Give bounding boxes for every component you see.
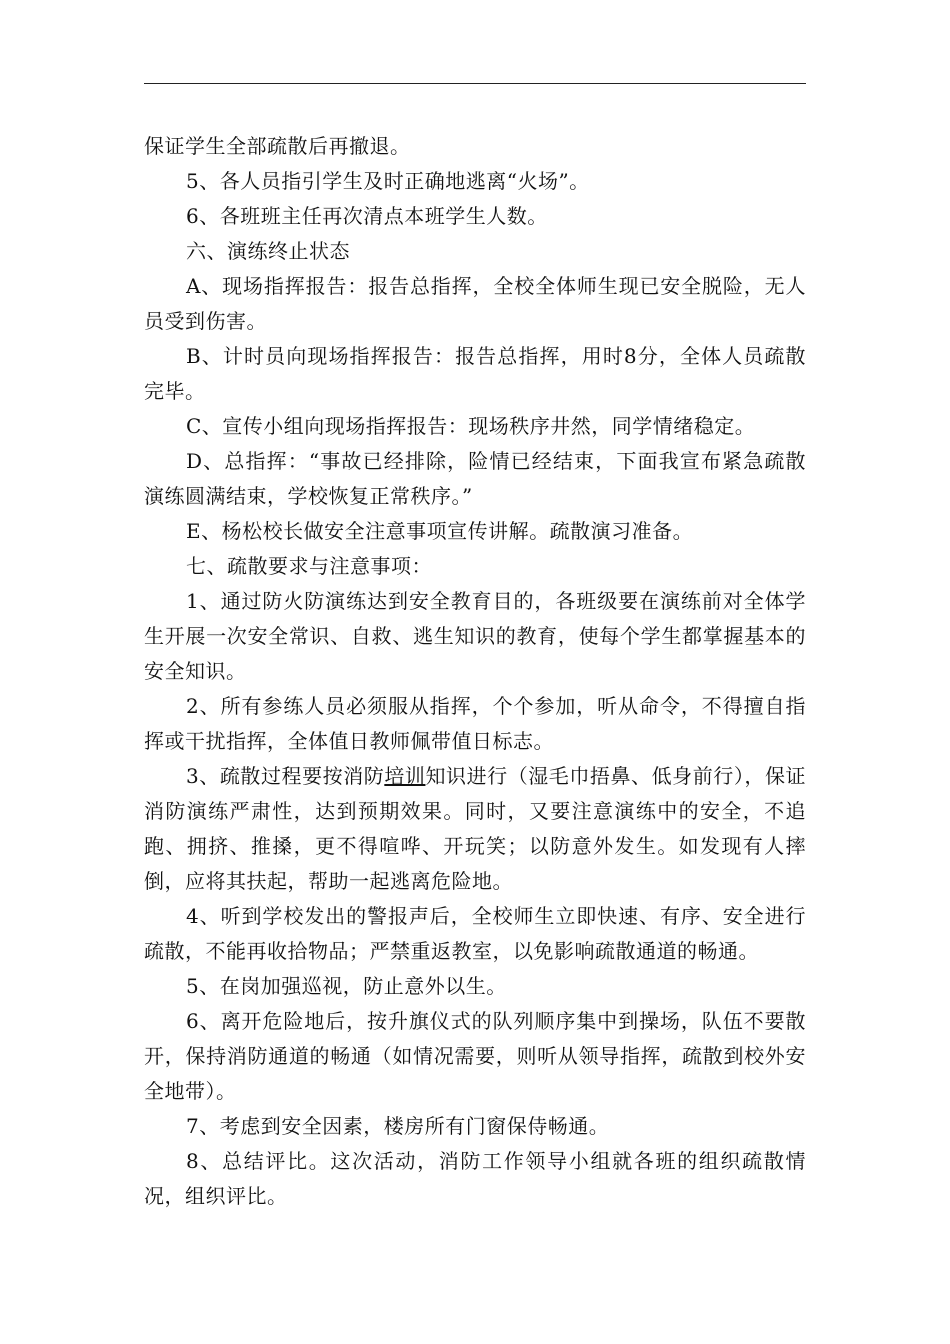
paragraph: C、宣传小组向现场指挥报告：现场秩序井然，同学情绪稳定。 (186, 414, 756, 438)
paragraph-text: 知识进行（湿毛巾捂鼻、低身前行），保证消防演练严肃性，达到预期效果。同时，又要注意演练中的安全，不追跑、拥挤、推搡，更不得喧哗、开玩笑；以防意外发生。如发现有人摔倒，应将其扶起，帮助一起逃离危险地。 (144, 764, 807, 893)
paragraph: 6、离开危险地后，按升旗仪式的队列顺序集中到操场，队伍不要散开，保持消防通道的畅通（如情况需要，则听从领导指挥，疏散到校外安全地带）。 (144, 1009, 806, 1103)
paragraph: 7、考虑到安全因素，楼房所有门窗保侍畅通。 (186, 1114, 610, 1138)
section-heading: 六、演练终止状态 (186, 239, 350, 263)
paragraph-text: 3、疏散过程要按消防 (186, 764, 385, 788)
paragraph: D、总指挥：“事故已经排除，险情已经结束，下面我宣布紧急疏散演练圆满结束，学校恢复正常秩序。” (144, 449, 806, 508)
paragraph: 6、各班班主任再次清点本班学生人数。 (186, 204, 548, 228)
paragraph: 保证学生全部疏散后再撤退。 (144, 134, 411, 158)
paragraph: 2、所有参练人员必须服从指挥，个个参加，听从命令，不得擅自指挥或干扰指挥，全体值日教师佩带值日标志。 (144, 694, 806, 753)
paragraph: 4、听到学校发出的警报声后，全校师生立即快速、有序、安全进行疏散，不能再收拾物品；严禁重返教室，以免影响疏散通道的畅通。 (144, 904, 806, 963)
paragraph: E、杨松校长做安全注意事项宣传讲解。疏散演习准备。 (186, 519, 694, 543)
document-body (144, 129, 806, 1214)
paragraph: B、计时员向现场指挥报告：报告总指挥，用时8分，全体人员疏散完毕。 (144, 344, 806, 403)
paragraph: 8、总结评比。这次活动，消防工作领导小组就各班的组织疏散情况，组织评比。 (144, 1149, 806, 1208)
paragraph: 1、通过防火防演练达到安全教育目的，各班级要在演练前对全体学生开展一次安全常识、自救、逃生知识的教育，使每个学生都掌握基本的安全知识。 (144, 589, 806, 683)
paragraph: 5、各人员指引学生及时正确地逃离“火场”。 (186, 169, 590, 193)
section-heading: 七、疏散要求与注意事项： (186, 554, 432, 578)
underlined-term: 培训 (384, 764, 426, 788)
paragraph: A、现场指挥报告：报告总指挥，全校全体师生现已安全脱险，无人员受到伤害。 (144, 274, 806, 333)
paragraph (144, 759, 806, 899)
header-rule (144, 83, 806, 84)
paragraph: 5、在岗加强巡视，防止意外以生。 (186, 974, 507, 998)
